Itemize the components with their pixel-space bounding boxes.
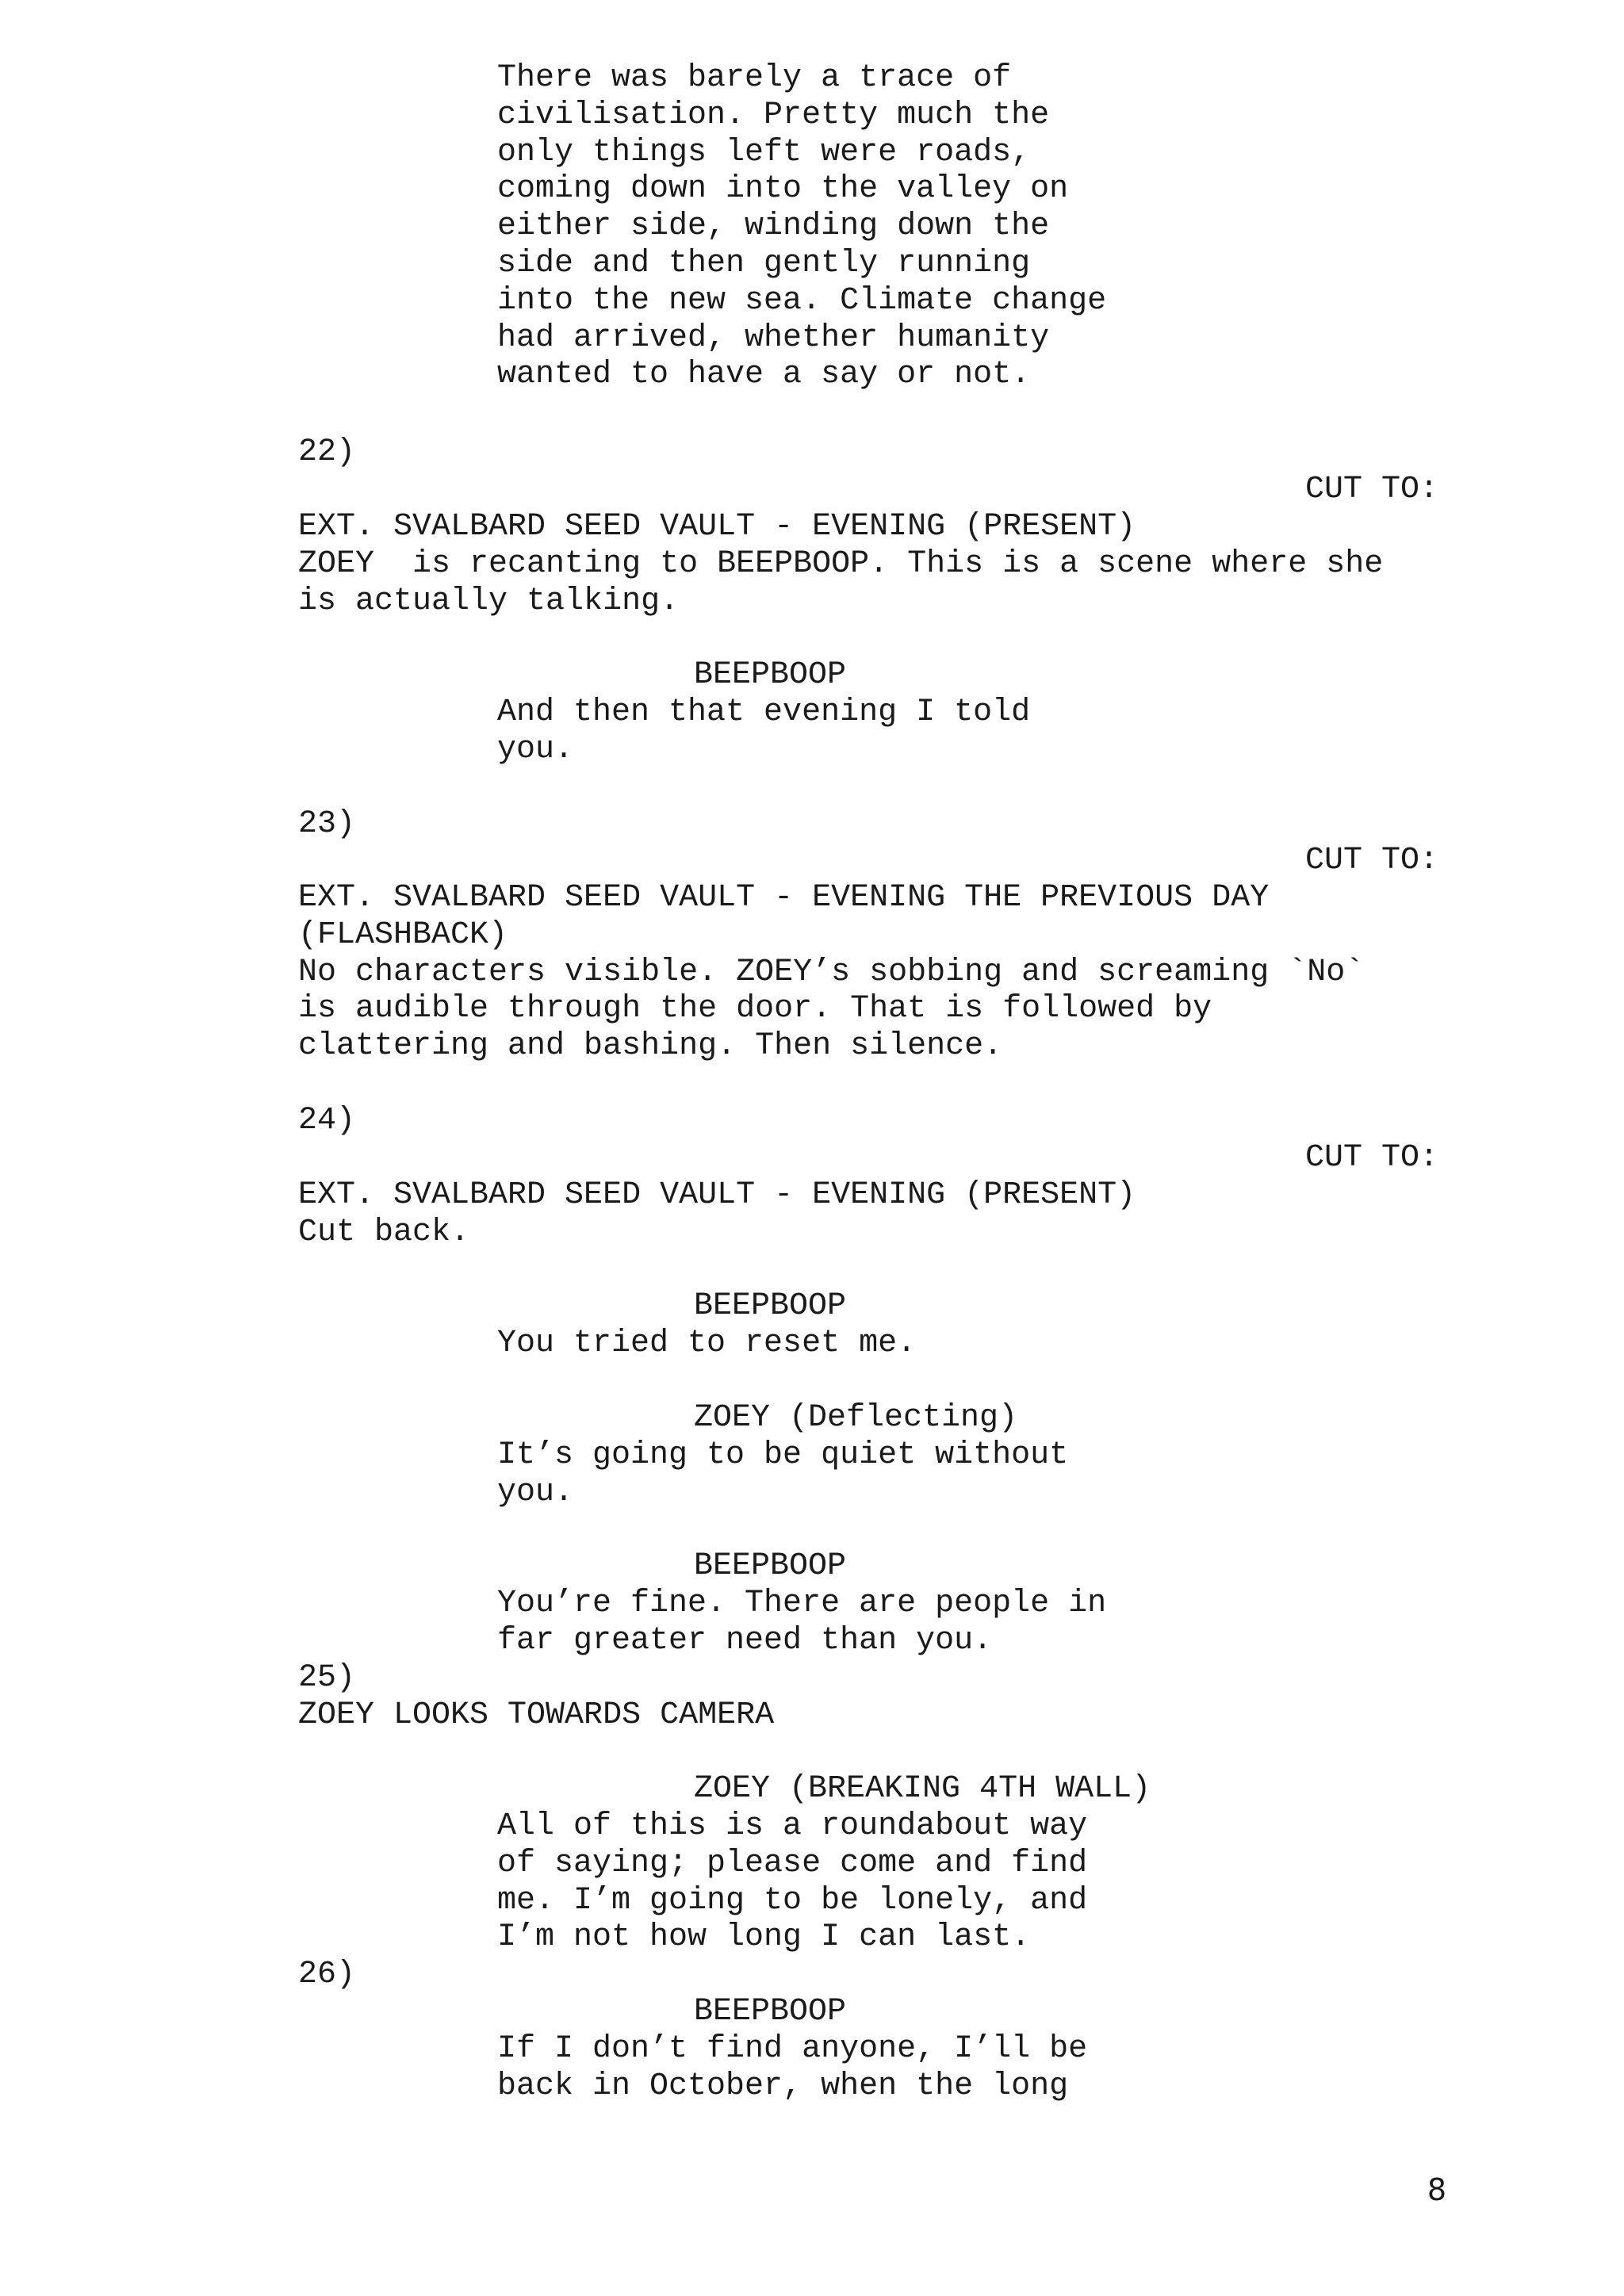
dialogue-line: You tried to reset me. [497,1326,917,1361]
action-indented-line: only things left were roads, [497,134,1031,170]
character-line: ZOEY (Deflecting) [694,1400,1018,1436]
scene-number [298,806,355,844]
action [298,1660,774,1735]
action-line: 25) [298,1660,356,1696]
action [298,880,1364,1066]
action-indented-line: had arrived, whether humanity [497,320,1050,356]
dialogue-line: me. I’m going to be lonely, and [497,1882,1088,1919]
dialogue-line: You’re fine. There are people in [497,1586,1107,1621]
action-indented-line: into the new sea. Climate change [497,282,1107,319]
character-line: BEEPBOOP [694,657,847,693]
action-line: is audible through the door. That is followed by [298,991,1212,1027]
page-number: 8 [1427,2172,1446,2207]
transition [1305,472,1438,509]
action-line: clattering and bashing. Then silence. [298,1028,1003,1065]
action-line: (FLASHBACK) [298,916,508,953]
character-line: ZOEY (BREAKING 4TH WALL) [694,1771,1151,1807]
action [298,509,1383,620]
character-cue [694,1548,846,1586]
transition [1305,843,1438,880]
action-indented-line: either side, winding down the [497,209,1050,245]
transition-line: CUT TO: [1304,1140,1438,1176]
action-indented-line: side and then gently running [497,245,1031,281]
character-cue [694,1994,846,2031]
dialogue [497,2031,1087,2106]
dialogue-line: you. [497,731,574,767]
character-cue [694,1288,846,1326]
transition [1305,1140,1438,1177]
dialogue-line: you. [497,1474,574,1510]
action-indented-line: wanted to have a say or not. [497,357,1031,393]
character-cue [694,1771,1151,1808]
dialogue-line: of saying; please come and find [497,1845,1088,1881]
dialogue [497,1437,1068,1512]
scene-number-line: 22) [298,434,356,470]
scene-number [298,1957,355,1994]
character-line: BEEPBOOP [694,1288,847,1324]
scene-number-line: 26) [298,1957,356,1992]
character-line: BEEPBOOP [694,1994,847,2030]
character-line: BEEPBOOP [694,1548,847,1584]
dialogue-line: And then that evening I told [497,695,1031,730]
dialogue [497,695,1030,769]
action-line: ZOEY is recanting to BEEPBOOP. This is a scene where she [298,545,1384,582]
scene-number-line: 24) [298,1103,356,1138]
transition-line: CUT TO: [1304,472,1438,507]
character-cue [694,1400,1017,1437]
dialogue-line: back in October, when the long [497,2068,1069,2104]
dialogue-line: All of this is a roundabout way [497,1808,1088,1844]
action-line: No characters visible. ZOEY’s sobbing and screaming `No` [298,954,1365,990]
action-indented-line: There was barely a trace of [497,60,1012,96]
character-cue [694,657,846,695]
action-line: EXT. SVALBARD SEED VAULT - EVENING (PRESENT) [298,509,1136,545]
dialogue [497,1808,1087,1957]
action-line: Cut back. [298,1214,470,1250]
action-indented-line: civilisation. Pretty much the [497,97,1050,133]
action-line: EXT. SVALBARD SEED VAULT - EVENING THE PREVIOUS DAY [298,880,1270,916]
scene-number-line: 23) [298,806,356,842]
scene-number [298,434,355,472]
action-indented-line: coming down into the valley on [497,171,1069,208]
dialogue-line: It’s going to be quiet without [497,1437,1069,1473]
transition-line: CUT TO: [1304,843,1438,878]
action [298,1177,1136,1252]
dialogue-line: I’m not how long I can last. [497,1919,1031,1956]
dialogue-line: If I don’t find anyone, I’ll be [497,2031,1088,2067]
action-line: is actually talking. [298,583,680,619]
action-line: EXT. SVALBARD SEED VAULT - EVENING (PRESENT) [298,1177,1136,1213]
scene-number [298,1103,355,1140]
dialogue [497,1326,916,1363]
action-indented [497,60,1106,394]
dialogue-line: far greater need than you. [497,1622,993,1659]
dialogue [497,1586,1106,1660]
action-line: ZOEY LOOKS TOWARDS CAMERA [298,1697,775,1733]
